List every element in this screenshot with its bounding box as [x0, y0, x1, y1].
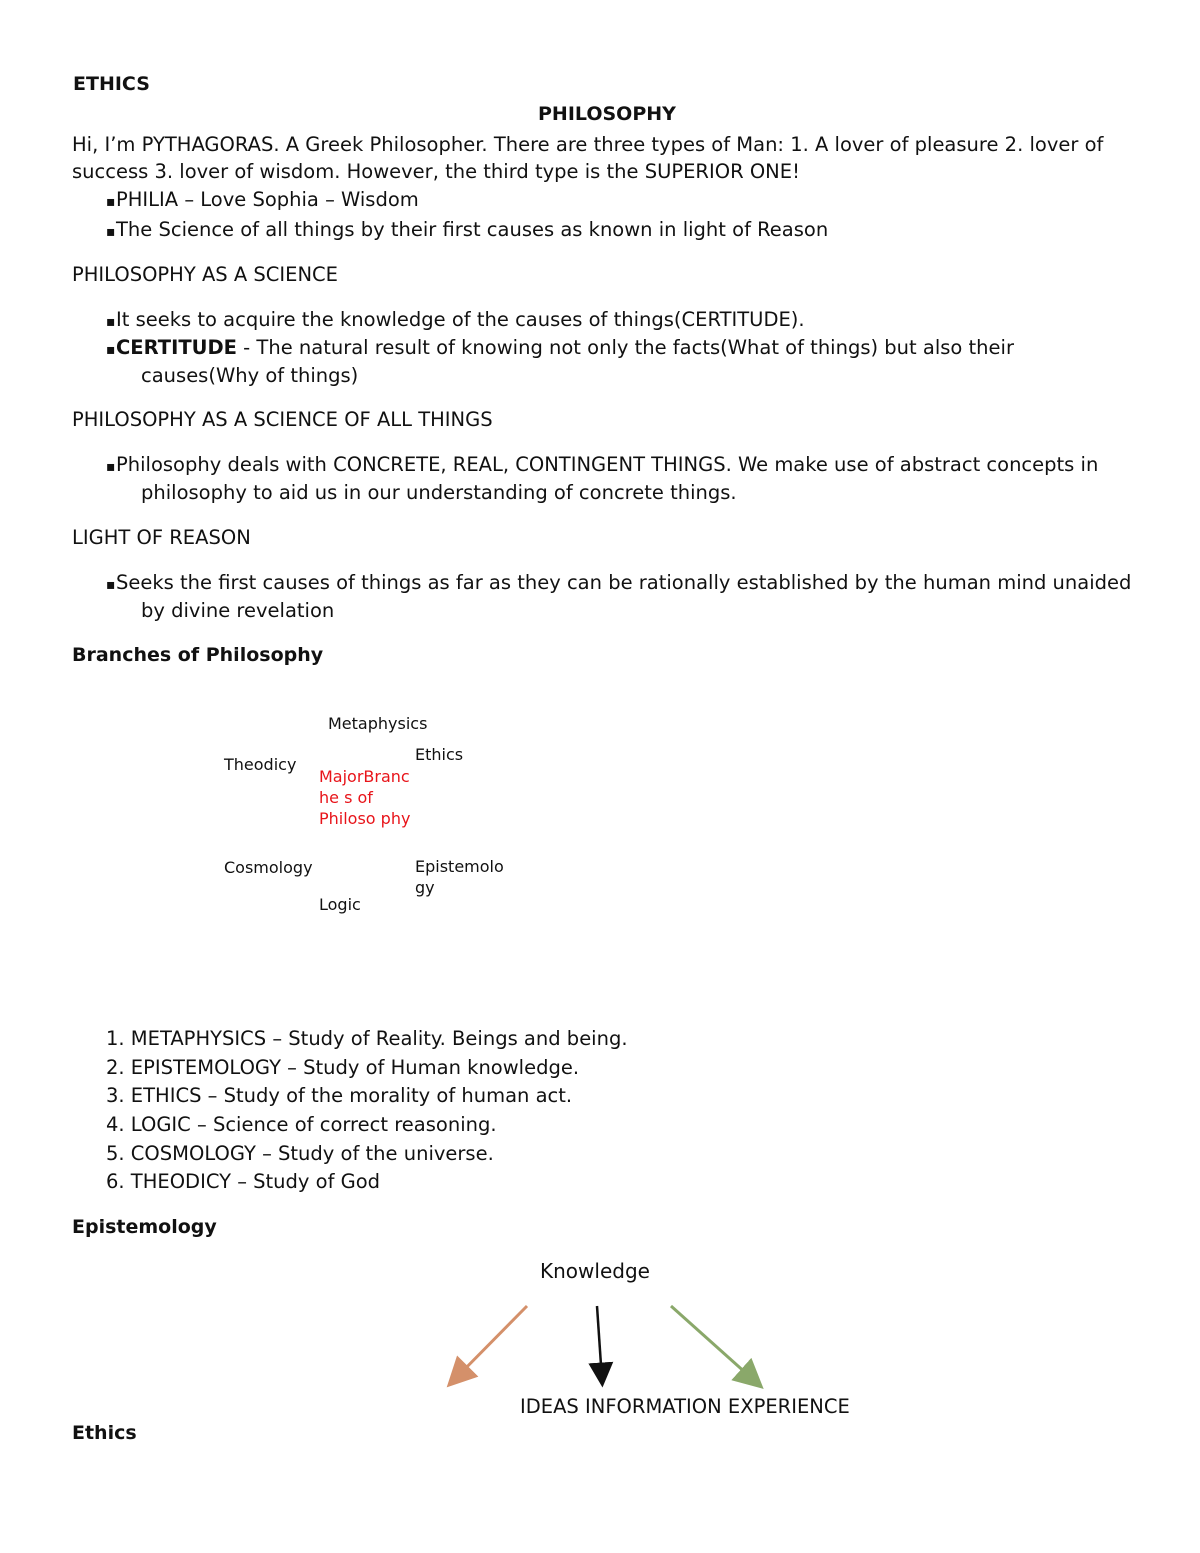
section-heading-light-of-reason: LIGHT OF REASON [72, 526, 251, 549]
diagram-epistemology-line-2: gy [415, 878, 435, 897]
diagram-metaphysics: Metaphysics [328, 714, 428, 733]
diagram-logic: Logic [319, 895, 361, 914]
diagram-theodicy: Theodicy [224, 755, 297, 774]
knowledge-leaves: IDEAS INFORMATION EXPERIENCE [520, 1395, 850, 1418]
intro-bullet-text: PHILIA – Love Sophia – Wisdom [116, 188, 419, 211]
bullet-dot: ▪ [106, 314, 116, 330]
diagram-cosmology: Cosmology [224, 858, 313, 877]
branch-list-item: 5. COSMOLOGY – Study of the universe. [106, 1142, 494, 1165]
branch-list-item: 1. METAPHYSICS – Study of Reality. Beings and being. [106, 1027, 628, 1050]
arrow-to-experience [671, 1306, 757, 1383]
bullet-text: - The natural result of knowing not only the facts(What of things) but also their [236, 336, 1014, 359]
reason-bullet-cont: by divine revelation [141, 599, 335, 622]
bullet-text: Seeks the first causes of things as far as they can be rationally established by the human mind unaided [116, 571, 1132, 594]
knowledge-root: Knowledge [540, 1259, 650, 1283]
document-subtitle: PHILOSOPHY [538, 103, 676, 125]
branch-list-item: 6. THEODICY – Study of God [106, 1170, 381, 1193]
bullet-dot: ▪ [106, 224, 116, 240]
document-title: ETHICS [73, 73, 150, 95]
diagram-center-line-2: he s of [319, 788, 373, 807]
arrow-to-ideas [453, 1306, 527, 1381]
epistemology-heading: Epistemology [72, 1216, 217, 1238]
section-heading-all-things: PHILOSOPHY AS A SCIENCE OF ALL THINGS [72, 408, 493, 431]
branch-list-item: 3. ETHICS – Study of the morality of human act. [106, 1084, 573, 1107]
branches-heading: Branches of Philosophy [72, 644, 324, 666]
bullet-text: It seeks to acquire the knowledge of the causes of things(CERTITUDE). [116, 308, 805, 331]
bullet-text: Philosophy deals with CONCRETE, REAL, CONTINGENT THINGS. We make use of abstract concepts in [116, 453, 1099, 476]
bullet-dot: ▪ [106, 342, 116, 358]
intro-line-2: success 3. lover of wisdom. However, the third type is the SUPERIOR ONE! [72, 160, 800, 183]
intro-bullet-text: The Science of all things by their first causes as known in light of Reason [116, 218, 829, 241]
diagram-center-line-3: Philoso phy [319, 809, 411, 828]
ethics-heading: Ethics [72, 1422, 137, 1444]
branch-list-item: 2. EPISTEMOLOGY – Study of Human knowledge. [106, 1056, 580, 1079]
section-heading-science: PHILOSOPHY AS A SCIENCE [72, 263, 338, 286]
diagram-ethics: Ethics [415, 745, 464, 764]
diagram-epistemology-line-1: Epistemolo [415, 857, 504, 876]
diagram-center-line-1: MajorBranc [319, 767, 410, 786]
science-bullet-2-cont: causes(Why of things) [141, 364, 359, 387]
bullet-dot: ▪ [106, 577, 116, 593]
branch-list-item: 4. LOGIC – Science of correct reasoning. [106, 1113, 497, 1136]
all-things-bullet-cont: philosophy to aid us in our understanding of concrete things. [141, 481, 737, 504]
bullet-dot: ▪ [106, 194, 116, 210]
term-certitude: CERTITUDE [116, 336, 237, 359]
intro-line-1: Hi, I’m PYTHAGORAS. A Greek Philosopher. There are three types of Man: 1. A lover of pleasure 2. lover of [72, 133, 1104, 156]
bullet-dot: ▪ [106, 459, 116, 475]
arrow-to-information [597, 1306, 602, 1380]
